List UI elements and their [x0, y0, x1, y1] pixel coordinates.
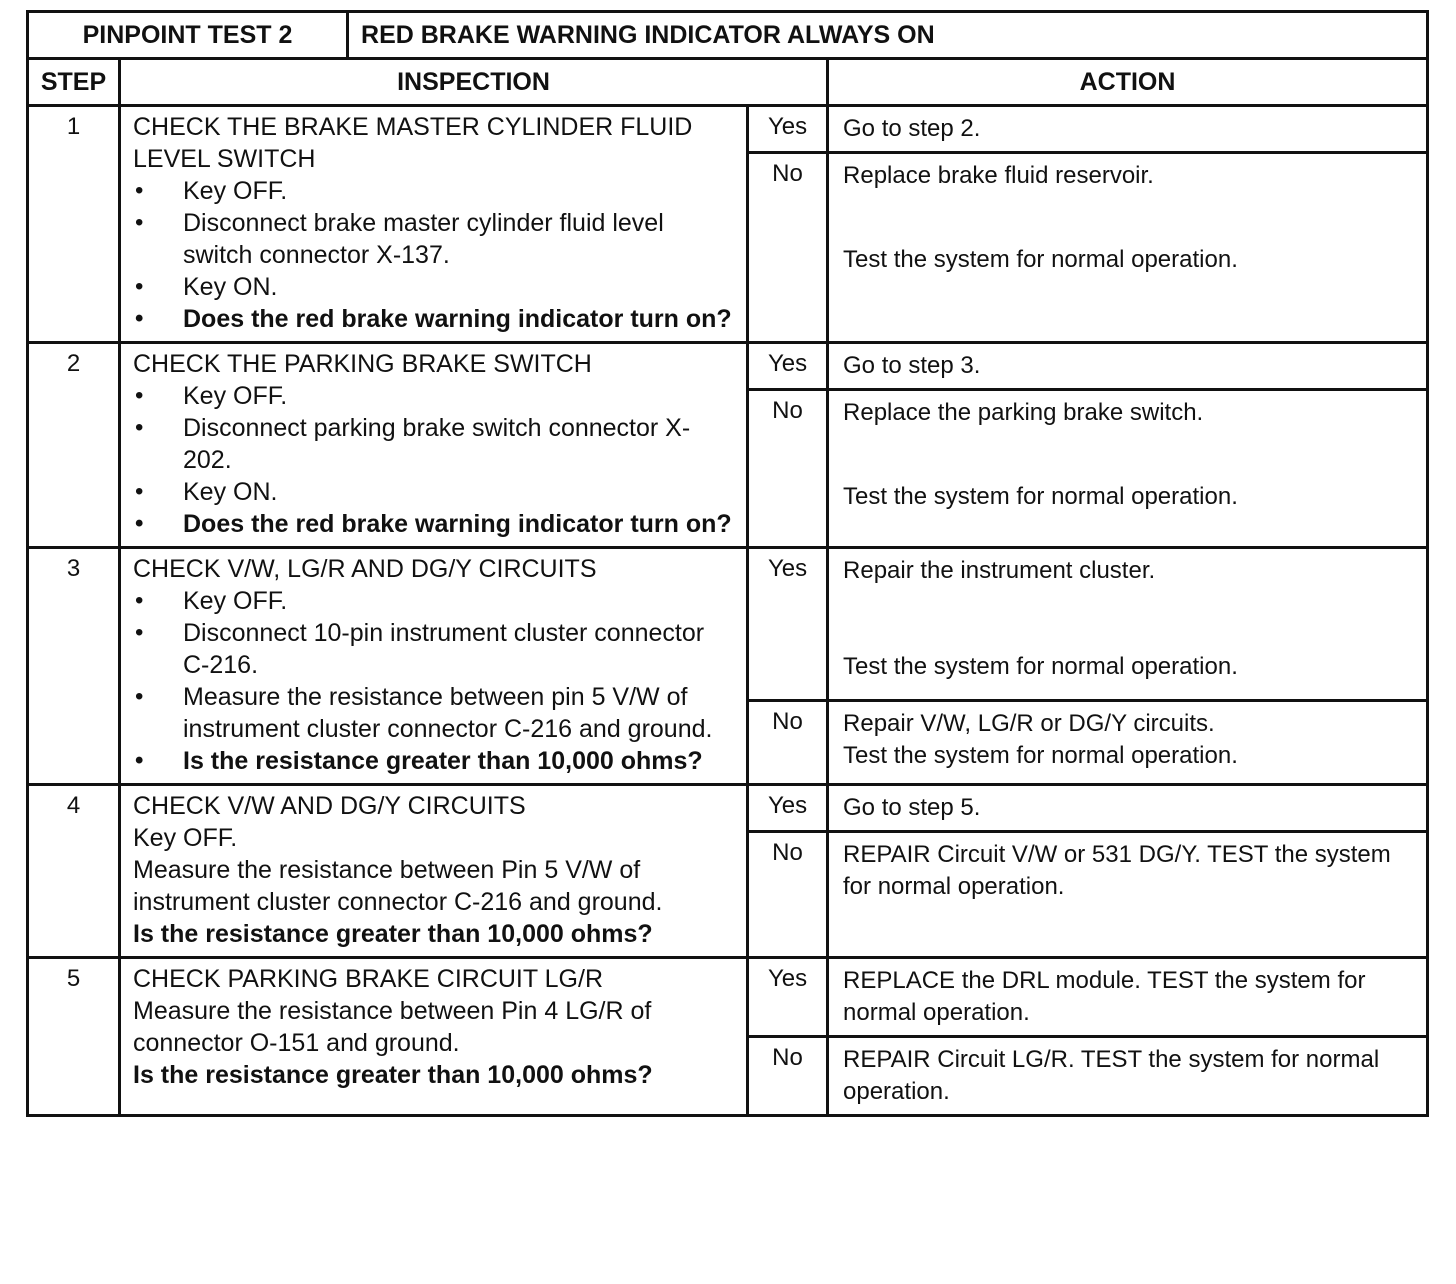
step-inspection [120, 343, 748, 548]
step-bullet: • Disconnect parking brake switch connector X-202. [133, 412, 736, 476]
no-action-line: Replace the parking brake switch. [843, 399, 1204, 426]
no-action-line: Test the system for normal operation. [843, 246, 1238, 273]
step-number: 4 [28, 785, 120, 958]
step-bullet-list [133, 380, 736, 540]
step-inspection [120, 548, 748, 785]
no-label: No [748, 390, 828, 548]
yes-label: Yes [748, 548, 828, 701]
no-label: No [748, 700, 828, 784]
step-bullet: • Key ON. [133, 476, 736, 508]
step-bullet: • Disconnect brake master cylinder fluid level switch connector X-137. [133, 207, 736, 271]
step-bullet-list [133, 175, 736, 335]
column-header-action: ACTION [828, 59, 1428, 106]
step-title: CHECK V/W AND DG/Y CIRCUITS [133, 792, 526, 820]
test-header-row [28, 12, 1428, 59]
pinpoint-test-document [26, 10, 1426, 1117]
step-1-yes-row [28, 106, 1428, 153]
step-bullet: • Disconnect 10-pin instrument cluster connector C-216. [133, 617, 736, 681]
no-label: No [748, 153, 828, 343]
no-action-line: Replace brake fluid reservoir. [843, 162, 1154, 189]
no-action [828, 153, 1428, 343]
step-question: • Does the red brake warning indicator turn on? [133, 508, 736, 540]
column-header-row [28, 59, 1428, 106]
step-title: CHECK THE BRAKE MASTER CYLINDER FLUID LEVEL SWITCH [133, 113, 693, 173]
step-title: CHECK V/W, LG/R AND DG/Y CIRCUITS [133, 555, 597, 583]
step-number: 1 [28, 106, 120, 343]
step-5-yes-row [28, 958, 1428, 1037]
step-number: 2 [28, 343, 120, 548]
step-bullet: • Measure the resistance between pin 5 V/W of instrument cluster connector C-216 and ground. [133, 681, 736, 745]
step-number: 5 [28, 958, 120, 1116]
step-question: Is the resistance greater than 10,000 ohms? [133, 920, 653, 948]
step-inspection [120, 106, 748, 343]
step-4-yes-row [28, 785, 1428, 832]
step-question: • Is the resistance greater than 10,000 ohms? [133, 745, 736, 777]
no-action [828, 700, 1428, 784]
no-action-line: Test the system for normal operation. [843, 483, 1238, 510]
yes-action: Go to step 5. [828, 785, 1428, 832]
step-question: • Does the red brake warning indicator turn on? [133, 303, 736, 335]
no-action-line: Repair V/W, LG/R or DG/Y circuits. [843, 709, 1215, 737]
no-action: REPAIR Circuit LG/R. TEST the system for normal operation. [828, 1037, 1428, 1116]
step-3-yes-row [28, 548, 1428, 701]
step-number: 3 [28, 548, 120, 785]
no-action-line: Test the system for normal operation. [843, 741, 1238, 769]
test-title: RED BRAKE WARNING INDICATOR ALWAYS ON [348, 12, 1428, 59]
yes-action: Go to step 3. [828, 343, 1428, 390]
step-question: Is the resistance greater than 10,000 ohms? [133, 1061, 653, 1089]
step-bullet: • Key OFF. [133, 175, 736, 207]
yes-action-line: Test the system for normal operation. [843, 653, 1238, 680]
yes-action [828, 548, 1428, 701]
column-header-inspection: INSPECTION [120, 59, 828, 106]
step-inspection [120, 785, 748, 958]
step-line: Measure the resistance between Pin 5 V/W of instrument cluster connector C-216 and ground. [133, 856, 663, 916]
step-line: Measure the resistance between Pin 4 LG/R of connector O-151 and ground. [133, 997, 652, 1057]
yes-action: Go to step 2. [828, 106, 1428, 153]
yes-action-line: Repair the instrument cluster. [843, 557, 1156, 584]
step-title: CHECK PARKING BRAKE CIRCUIT LG/R [133, 965, 603, 993]
no-action: REPAIR Circuit V/W or 531 DG/Y. TEST the system for normal operation. [828, 832, 1428, 958]
yes-label: Yes [748, 343, 828, 390]
step-title: CHECK THE PARKING BRAKE SWITCH [133, 350, 592, 378]
column-header-step: STEP [28, 59, 120, 106]
yes-label: Yes [748, 785, 828, 832]
yes-label: Yes [748, 106, 828, 153]
pinpoint-test-table [26, 10, 1429, 1117]
test-id: PINPOINT TEST 2 [28, 12, 348, 59]
step-inspection [120, 958, 748, 1116]
step-bullet: • Key OFF. [133, 380, 736, 412]
step-bullet: • Key OFF. [133, 585, 736, 617]
step-bullet: • Key ON. [133, 271, 736, 303]
no-label: No [748, 1037, 828, 1116]
yes-action: REPLACE the DRL module. TEST the system for normal operation. [828, 958, 1428, 1037]
step-2-yes-row [28, 343, 1428, 390]
yes-label: Yes [748, 958, 828, 1037]
no-label: No [748, 832, 828, 958]
step-line: Key OFF. [133, 824, 238, 852]
no-action [828, 390, 1428, 548]
step-bullet-list [133, 585, 736, 777]
